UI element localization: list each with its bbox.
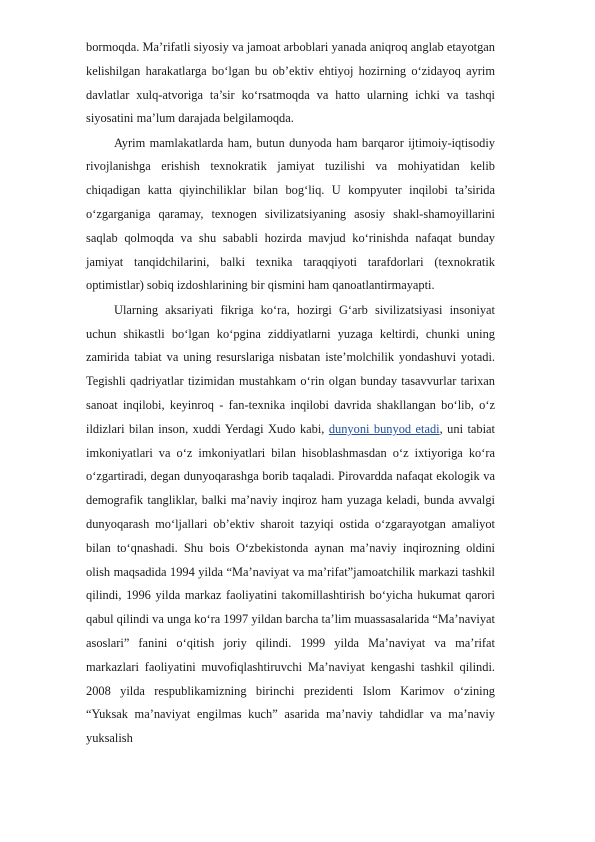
paragraph-3-text-end: , uni tabiat imkoniyatlari va o‘z imkoniyatlari bilan hisoblashmasdan o‘z ixtiyoriga ko‘ra o‘zgartiradi, degan dunyoqarashga borib taqaladi. Pirovardda nafaqat ekologik va demografik tangliklar, balki ma’naviy inqiroz ham yuzaga keladi, bunda avvalgi dunyoqarash mo‘ljallari ob’ektiv sharoit tazyiqi ostida o‘zgarayotgan amaliyot bilan to‘qnashadi. Shu bois O‘zbekistonda aynan ma’naviy inqirozning oldini olish maqsadida 1994 yilda “Ma’naviyat va ma’rifat”jamoatchilik markazi tashkil qilindi, 1996 yilda markaz faoliyatini takomillashtirish bo‘yicha hukumat qarori qabul qilindi va unga ko‘ra 1997 yildan barcha ta’lim muassasalarida “Ma’naviyat asoslari” fanini o‘qitish joriy qilindi. 1999 yilda Ma’naviyat va ma’rifat markazlari faoliyatini muvofiqlashtiruvchi Ma’naviyat kengashi tashkil qilindi. 2008 yilda respublikamizning birinchi prezidenti Islom Karimov o‘zining “Yuksak ma’naviyat engilmas kuch” asarida ma’naviy tahdidlar va ma’naviy yuksalish [86, 421, 495, 746]
paragraph-2: Ayrim mamlakatlarda ham, butun dunyoda ham barqaror ijtimoiy-iqtisodiy rivojlanishga erishish texnokratik jamiyat tuzilishi va mohiyatidan kelib chiqadigan katta qiyinchiliklar bilan bog‘liq. U kompyuter inqilobi ta’sirida o‘zgarganiga qaramay, texnogen sivilizatsiyaning asosiy shakl-shamoyillarini saqlab qolmoqda va shu sababli hozirda mavjud ko‘rinishda nafaqat bunday jamiyat tanqidchilarini, balki texnika taraqqiyoti tarafdorlari (texnokratik optimistlar) sobiq izdoshlarining bir qismini ham qanoatlantirmayapti. [86, 135, 495, 293]
paragraph-1: bormoqda. Ma’rifatli siyosiy va jamoat arboblari yanada aniqroq anglab etayotgan kelishilgan harakatlarga bo‘lgan bu ob’ektiv ehtiyoj hozirning o‘zidayoq ayrim davlatlar xulq-atvoriga ta’sir ko‘rsatmoqda va hatto ularning ichki va tashqi siyosatini ma’lum darajada belgilamoqda. [86, 40, 495, 126]
paragraph-3-text-start: Ularning aksariyati fikriga ko‘ra, hozirgi G‘arb sivilizatsiyasi insoniyat uchun shikastli bo‘lgan ko‘pgina ziddiyatlarni yuzaga keltirdi, chunki uning zamirida tabiat va uning resurslariga nisbatan iste’molchilik yondashuvi yotadi. Tegishli qadriyatlar tizimidan mustahkam o‘rin olgan bunday tasavvurlar tarixan sanoat inqilobi, keyinroq - fan-texnika inqilobi davrida shakllangan bo‘lib, o‘z ildizlari bilan inson, xuddi Yerdagi Xudo kabi, [86, 302, 495, 436]
paragraph-3 [86, 299, 495, 751]
dunyoni-bunyod-etadi-link[interactable]: dunyoni bunyod etadi [328, 421, 440, 436]
document-page [86, 36, 495, 751]
